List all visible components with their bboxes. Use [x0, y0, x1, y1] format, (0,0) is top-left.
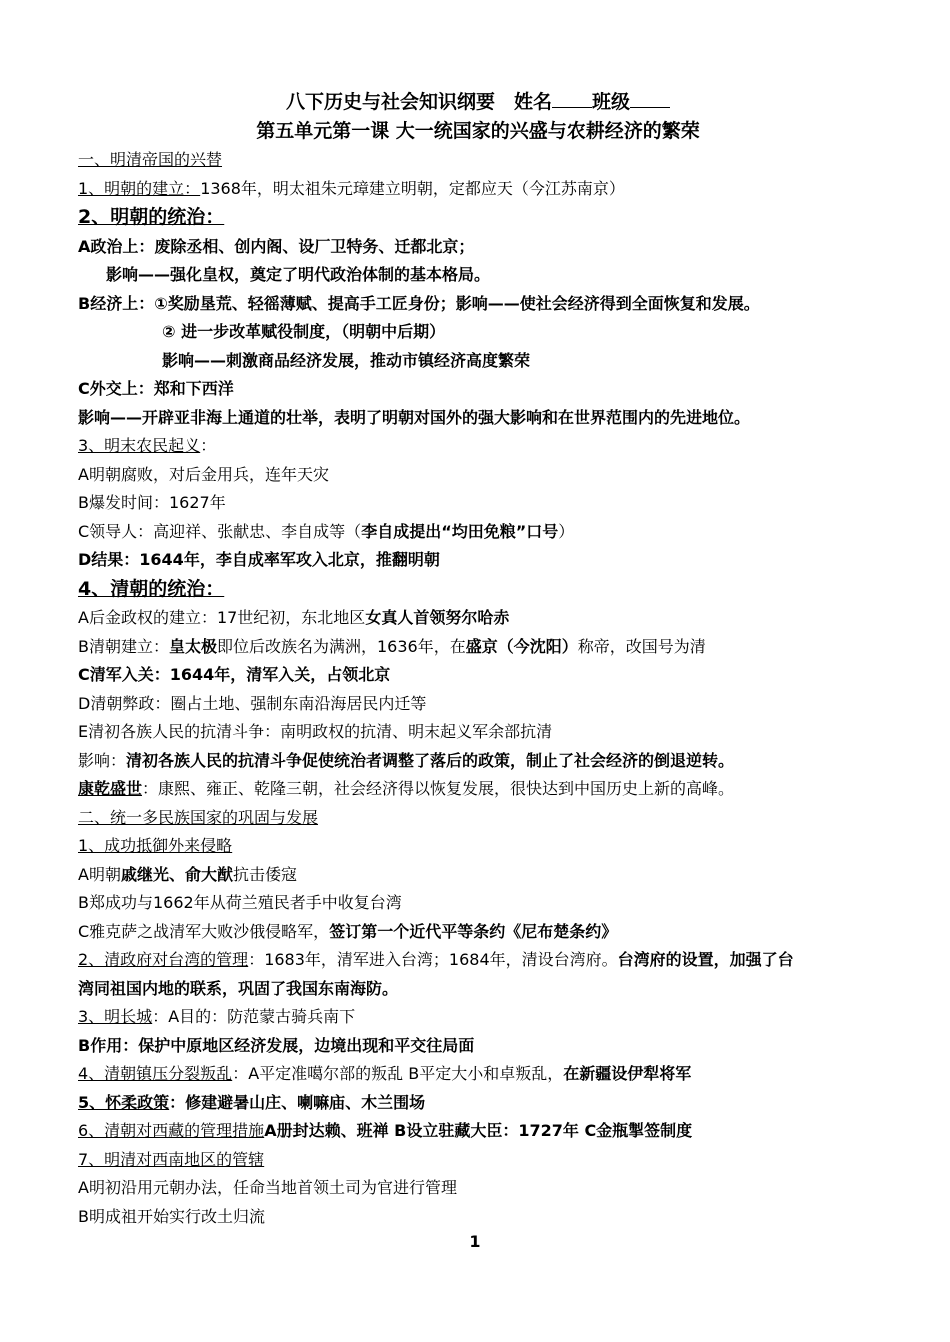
- s1-p2-a: A政治上：废除丞相、创内阁、设厂卫特务、迁都北京；: [78, 236, 475, 256]
- s1-p3-b: B爆发时间：1627年: [78, 493, 226, 512]
- s1-p4-e: E清初各族人民的抗清斗争：南明政权的抗清、明末起义军余部抗清: [78, 722, 553, 741]
- s1-p4-c: C清军入关：1644年，清军入关，占领北京: [78, 665, 391, 684]
- page-number: 1: [469, 1232, 481, 1251]
- s2-p4: 4、清朝镇压分裂叛乱：A平定准噶尔部的叛乱 B平定大小和卓叛乱，在新疆设伊犁将军: [78, 1064, 692, 1083]
- s2-p7-b: B明成祖开始实行改土归流: [78, 1206, 265, 1226]
- s1-p3-a: A明朝腐败，对后金用兵，连年天灾: [78, 464, 329, 484]
- s1-p3-d: D结果：1644年，李自成率军攻入北京，推翻明朝: [78, 550, 440, 569]
- s1-p2-c-effect: 影响——开辟亚非海上通道的壮举，表明了明朝对国外的强大影响和在世界范围内的先进地位。: [78, 407, 751, 427]
- s1-p4-heading: 4、清朝的统治：: [78, 577, 225, 600]
- section2-heading: 二、统一多民族国家的巩固与发展: [78, 807, 319, 827]
- s2-p7-a: A明初沿用元朝办法，任命当地首领土司为官进行管理: [78, 1178, 457, 1197]
- s2-p7: 7、明清对西南地区的管辖: [78, 1149, 265, 1169]
- s2-p1-b: B郑成功与1662年从荷兰殖民者手中收复台湾: [78, 893, 402, 912]
- s2-p3: 3、明长城：A目的：防范蒙古骑兵南下: [78, 1007, 356, 1026]
- s2-p1: 1、成功抵御外来侵略: [78, 836, 233, 855]
- s1-p2-b2-effect: 影响——刺激商品经济发展，推动市镇经济高度繁荣: [162, 350, 531, 370]
- s2-p5: 5、怀柔政策：修建避暑山庄、喇嘛庙、木兰围场: [78, 1092, 426, 1112]
- s2-p6: 6、清朝对西藏的管理措施A册封达赖、班禅 B设立驻藏大臣：1727年 C金瓶掣签制度: [78, 1121, 693, 1140]
- s1-kangqian: 康乾盛世：康熙、雍正、乾隆三朝，社会经济得以恢复发展，很快达到中国历史上新的高峰。: [78, 779, 735, 798]
- s1-p2-heading: 2、明朝的统治：: [78, 206, 225, 228]
- doc-title: 八下历史与社会知识纲要 姓名 班级: [78, 88, 878, 117]
- s2-p1-c: C雅克萨之战清军大败沙俄侵略军，签订第一个近代平等条约《尼布楚条约》: [78, 921, 618, 941]
- s2-p3-b: B作用：保护中原地区经济发展，边境出现和平交往局面: [78, 1035, 475, 1055]
- s1-p3-c: C领导人：高迎祥、张献忠、李自成等（李自成提出“均田免粮”口号）: [78, 521, 575, 541]
- s1-effect: 影响：清初各族人民的抗清斗争促使统治者调整了落后的政策，制止了社会经济的倒退逆转。: [78, 750, 735, 770]
- s1-p2-a-effect: 影响——强化皇权，奠定了明代政治体制的基本格局。: [106, 265, 491, 284]
- s1-p3: 3、明末农民起义：: [78, 436, 217, 455]
- s1-p2-c: C外交上：郑和下西洋: [78, 379, 234, 398]
- section1-heading: 一、明清帝国的兴替: [78, 150, 223, 169]
- name-blank: [552, 89, 592, 108]
- s1-p2-b: B经济上：①奖励垦荒、轻徭薄赋、提高手工匠身份；影响——使社会经济得到全面恢复和发展。: [78, 293, 760, 313]
- class-blank: [630, 89, 670, 108]
- s1-p4-a: A后金政权的建立：17世纪初，东北地区女真人首领努尔哈赤: [78, 608, 510, 627]
- lesson-title: 第五单元第一课 大一统国家的兴盛与农耕经济的繁荣: [256, 120, 700, 142]
- s1-p4-d: D清朝弊政：圈占土地、强制东南沿海居民内迁等: [78, 693, 427, 713]
- s1-p2-b2: ② 进一步改革赋役制度，（明朝中后期）: [162, 322, 446, 341]
- s2-p2: 2、清政府对台湾的管理：1683年，清军进入台湾；1684年，清设台湾府。台湾府的设置，加强了台: [78, 950, 794, 969]
- s2-p1-a: A明朝戚继光、俞大猷抗击倭寇: [78, 864, 297, 884]
- s1-p4-b: B清朝建立：皇太极即位后改族名为满洲，1636年，在盛京（今沈阳）称帝，改国号为清: [78, 636, 706, 656]
- s2-p2-cont: 湾同祖国内地的联系，巩固了我国东南海防。: [78, 978, 399, 998]
- s1-p1: 1、明朝的建立：1368年，明太祖朱元璋建立明朝，定都应天（今江苏南京）: [78, 178, 625, 198]
- document-page: [78, 88, 878, 1231]
